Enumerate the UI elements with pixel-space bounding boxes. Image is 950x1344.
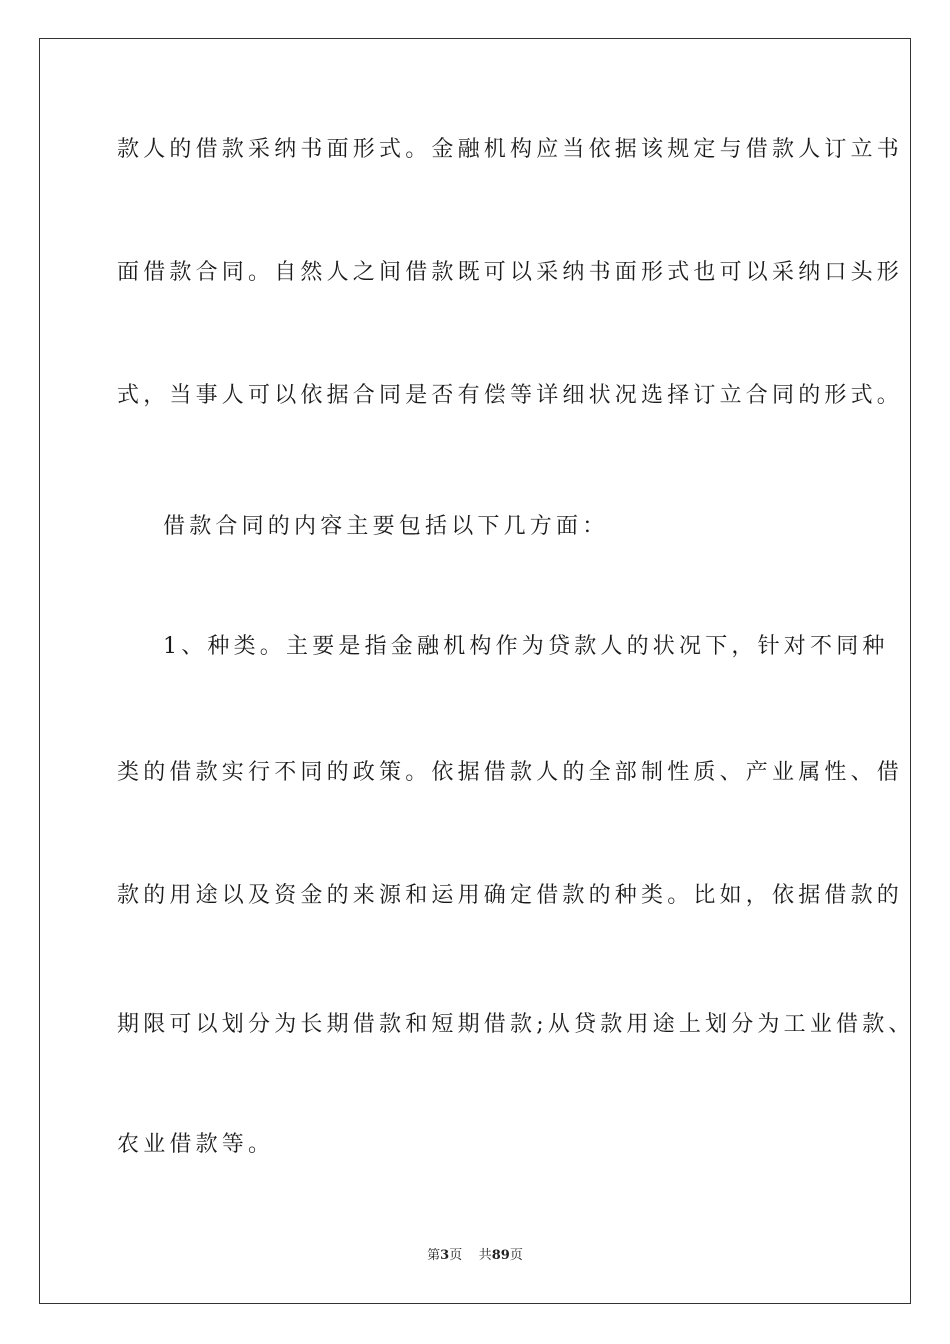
total-prefix: 共 xyxy=(478,1248,492,1263)
text-line-2: 面借款合同。自然人之间借款既可以采纳书面形式也可以采纳口头形 xyxy=(117,260,904,285)
page-frame xyxy=(39,38,911,1304)
page-number: 3 xyxy=(440,1248,450,1263)
page-suffix: 页 xyxy=(449,1248,463,1263)
text-line-4: 借款合同的内容主要包括以下几方面： xyxy=(163,514,609,539)
total-pages: 89 xyxy=(491,1248,510,1263)
page-footer xyxy=(0,1246,950,1266)
page-prefix: 第 xyxy=(427,1248,441,1263)
text-line-8: 期限可以划分为长期借款和短期借款;从贷款用途上划分为工业借款、 xyxy=(117,1012,915,1037)
text-line-9: 农业借款等。 xyxy=(117,1132,275,1157)
text-line-7: 款的用途以及资金的来源和运用确定借款的种类。比如，依据借款的 xyxy=(117,883,904,908)
text-line-1: 款人的借款采纳书面形式。金融机构应当依据该规定与借款人订立书 xyxy=(117,137,904,162)
text-line-6: 类的借款实行不同的政策。依据借款人的全部制性质、产业属性、借 xyxy=(117,760,904,785)
total-suffix: 页 xyxy=(509,1248,523,1263)
text-line-3: 式，当事人可以依据合同是否有偿等详细状况选择订立合同的形式。 xyxy=(117,383,904,408)
text-line-5: 1、种类。主要是指金融机构作为贷款人的状况下，针对不同种 xyxy=(163,634,889,659)
